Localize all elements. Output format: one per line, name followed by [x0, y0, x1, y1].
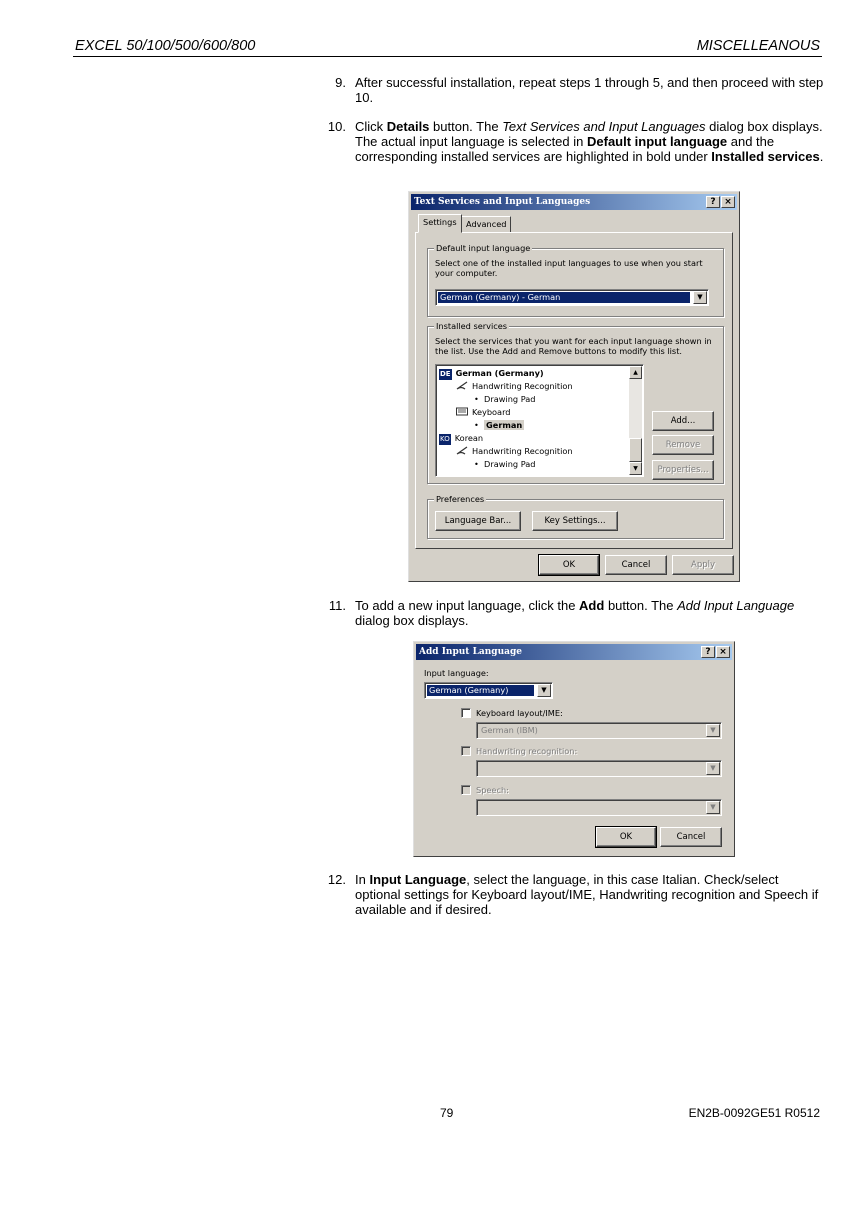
keyboard-icon [456, 406, 468, 416]
chevron-down-icon[interactable]: ▼ [693, 291, 707, 304]
installed-services-group [427, 321, 724, 484]
keyboard-layout-select[interactable] [476, 722, 722, 739]
apply-button[interactable]: Apply [672, 555, 734, 575]
step-9 [320, 75, 825, 105]
list-item[interactable]: DE German (Germany) [440, 368, 544, 378]
scroll-thumb[interactable] [629, 438, 642, 462]
services-list[interactable] [435, 364, 644, 477]
step-number: 12. [327, 872, 346, 887]
list-item[interactable]: • Drawing Pad [474, 394, 536, 404]
header-section: MISCELLEANOUS [696, 38, 820, 54]
key-settings-button[interactable]: Key Settings... [532, 511, 618, 531]
speech-select[interactable] [476, 799, 722, 816]
tab-settings[interactable]: Settings [418, 214, 462, 233]
scroll-down-icon[interactable]: ▼ [629, 462, 642, 475]
list-item[interactable]: • Drawing Pad [474, 459, 536, 469]
handwriting-select[interactable] [476, 760, 722, 777]
group-label: Installed services [436, 321, 508, 331]
speech-label: Speech: [476, 785, 509, 795]
list-item[interactable]: Handwriting Recognition [456, 445, 573, 458]
select-value: German (Germany) [427, 685, 534, 696]
preferences-group [427, 494, 724, 539]
chevron-down-icon[interactable]: ▼ [537, 684, 551, 697]
step-number: 10. [327, 119, 346, 134]
chevron-down-icon[interactable]: ▼ [706, 762, 720, 775]
text-services-dialog [408, 191, 740, 582]
scroll-up-icon[interactable]: ▲ [629, 366, 642, 379]
ok-button[interactable]: OK [596, 827, 656, 847]
dialog-title: Add Input Language [419, 647, 522, 657]
group-label: Preferences [436, 494, 485, 504]
select-value: German (Germany) - German [438, 292, 690, 303]
dialog-titlebar [411, 194, 737, 210]
step-11 [320, 598, 825, 628]
add-input-language-dialog [413, 641, 735, 857]
default-language-select[interactable] [435, 289, 709, 306]
handwriting-icon [456, 445, 468, 455]
document-code: EN2B-0092GE51 R0512 [688, 1106, 820, 1120]
scrollbar[interactable] [629, 366, 642, 475]
cancel-button[interactable]: Cancel [605, 555, 667, 575]
close-button[interactable]: × [721, 196, 735, 208]
input-language-select[interactable] [424, 682, 553, 699]
group-description: Select the services that you want for each input language shown in the list. Use the Add and Remove buttons to modify this list. [435, 336, 712, 356]
step-text: To add a new input language, click the Add button. The Add Input Language dialog box displays. [355, 598, 795, 628]
help-button[interactable]: ? [701, 646, 715, 658]
list-item[interactable]: Handwriting Recognition [456, 380, 573, 393]
cancel-button[interactable]: Cancel [660, 827, 722, 847]
properties-button[interactable]: Properties... [652, 460, 714, 480]
dialog-title: Text Services and Input Languages [414, 197, 591, 207]
close-button[interactable]: × [716, 646, 730, 658]
step-text: Click Details button. The Text Services and Input Languages dialog box displays. The actual input language is selected in Default input language and the corresponding installed services are highlighted in bold under Installed services. [355, 119, 824, 164]
keyboard-layout-checkbox[interactable] [461, 708, 471, 718]
speech-checkbox[interactable] [461, 785, 471, 795]
select-value: German (IBM) [481, 725, 538, 735]
list-item[interactable]: • German [474, 420, 523, 430]
handwriting-checkbox[interactable] [461, 746, 471, 756]
input-language-label: Input language: [424, 668, 489, 678]
handwriting-label: Handwriting recognition: [476, 746, 578, 756]
handwriting-icon [456, 380, 468, 390]
remove-button[interactable]: Remove [652, 435, 714, 455]
header-title: EXCEL 50/100/500/600/800 [75, 38, 256, 54]
default-language-group [427, 243, 724, 317]
dialog-titlebar [416, 644, 732, 660]
keyboard-layout-label: Keyboard layout/IME: [476, 708, 563, 718]
group-description: Select one of the installed input languages to use when you start your computer. [435, 258, 703, 278]
step-text: After successful installation, repeat steps 1 through 5, and then proceed with step 10. [355, 75, 824, 105]
language-badge: DE [440, 370, 451, 378]
help-button[interactable]: ? [706, 196, 720, 208]
step-number: 9. [335, 75, 346, 90]
list-item[interactable]: Keyboard [456, 406, 511, 419]
language-badge: KO [440, 435, 450, 443]
page-number: 79 [440, 1106, 454, 1120]
add-button[interactable]: Add... [652, 411, 714, 431]
step-text: In Input Language, select the language, in this case Italian. Check/select optional settings for Keyboard layout/IME, Handwriting recognition and Speech if available and if desired. [355, 872, 819, 917]
group-label: Default input language [436, 243, 531, 253]
settings-panel [415, 232, 733, 549]
header-rule [73, 56, 822, 57]
ok-button[interactable]: OK [539, 555, 599, 575]
language-bar-button[interactable]: Language Bar... [435, 511, 521, 531]
step-12 [320, 872, 825, 917]
list-item[interactable]: KO Korean [440, 433, 484, 443]
chevron-down-icon[interactable]: ▼ [706, 724, 720, 737]
chevron-down-icon[interactable]: ▼ [706, 801, 720, 814]
step-number: 11. [328, 598, 346, 613]
step-10 [320, 119, 825, 164]
tab-advanced[interactable]: Advanced [461, 216, 511, 233]
